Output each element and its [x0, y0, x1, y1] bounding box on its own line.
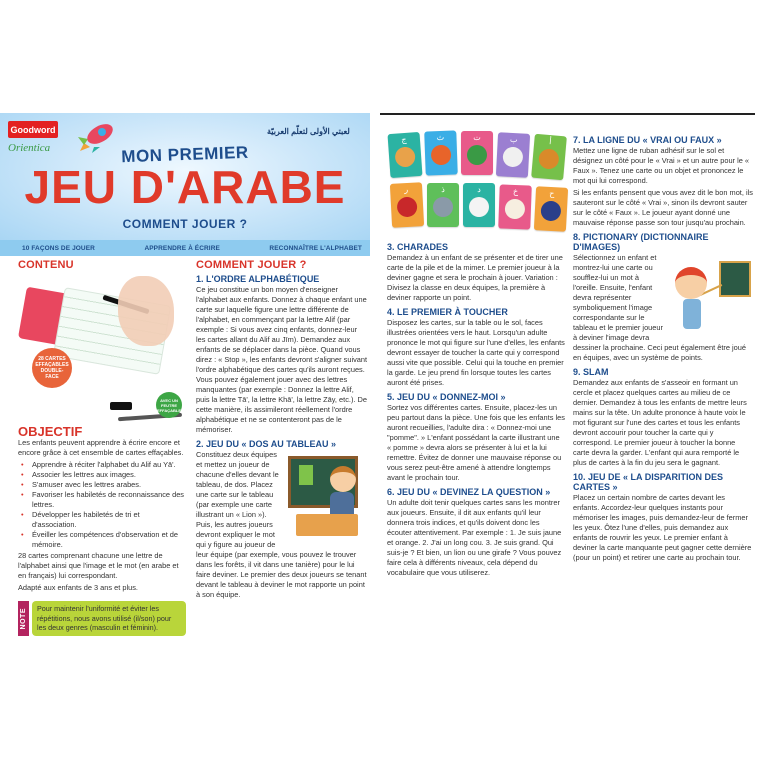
objectif-item: • Associer les lettres aux images. [18, 470, 186, 480]
title-top: MON PREMIER [121, 142, 249, 167]
alphabet-card: ج [388, 132, 423, 178]
alphabet-card: خ [498, 184, 532, 229]
age-recommendation: Adapté aux enfants de 3 ans et plus. [18, 583, 138, 592]
arabic-tagline: لعبتي الأولى لتعلّم العربيّة [267, 127, 350, 136]
feature-alphabet: RECONNAÎTRE L'ALPHABET [269, 244, 362, 252]
note-text: Pour maintenir l'uniformité et éviter les répétitions, nous avons utilisé (il/son) pour les deux genres (masculin et féminin). [32, 601, 186, 636]
alphabet-card: د [463, 183, 495, 227]
alphabet-card: ر [390, 182, 424, 228]
game-6-text: Un adulte doit tenir quelques cartes sans les montrer aux joueurs. Ensuite, il dit aux enfants qu'il leur donnera trois indices, et qu'ils doivent donc les écouter attentivement. Par exemple : 1. Je suis jaune et orange. 2. J'ai un long cou. 3. Je suis grand. Qui suis-je ? Et bien, un lion ou une girafe ? Vous pouvez faire cela à différents niveaux, cela dépend du vocabulaire que vous utiliserez. [387, 498, 562, 577]
feature-write: APPRENDRE À ÉCRIRE [144, 244, 220, 252]
game-8-text: Sélectionnez un enfant et montrez-lui une carte ou soufflez-lui un mot à l'oreille. Ensuite, l'enfant devra représenter symboliquement l'image correspondante sur le tableau et le premier joueur à deviner l'image devra dessiner la prochaine. Ceci peut également être joué en équipes, avec un système de points. [573, 253, 746, 362]
game-3-title: 3. CHARADES [387, 242, 449, 252]
girl-head [675, 267, 707, 299]
cards-description: 28 cartes comprenant chacune une lettre de l'alphabet ainsi que l'image et le mot (en arabe et en français) lui correspondant. [18, 551, 179, 580]
girl-body [683, 299, 701, 329]
game-1-title: 1. L'ORDRE ALPHABÉTIQUE [196, 274, 320, 284]
cards-count-badge: 28 CARTES EFFAÇABLES DOUBLE-FACE [32, 348, 72, 388]
game-7-title: 7. LA LIGNE DU « VRAI OU FAUX » [573, 135, 722, 145]
objectif-item: • S'amuser avec les lettres arabes. [18, 480, 186, 490]
game-5-text: Sortez vos différentes cartes. Ensuite, placez-les un peu partout dans la pièce. Une fois que les enfants les auront recueillies, l'adulte dira : « Donnez-moi une "pomme". » L'enfant possédant la carte illustrant une « pomme » devra alors se présenter à lui et la lui remettre. Évitez de donner une mauvaise réponse ou vous serez peut-être amené à attendre longtemps avant le prochain tour. [387, 403, 565, 482]
contenu-heading: CONTENU [18, 259, 74, 271]
game-10-title: 10. JEU DE « LA DISPARITION DES CARTES » [573, 472, 724, 492]
objectif-list [18, 460, 186, 550]
column-contenu [18, 260, 186, 636]
feature-ways: 10 FAÇONS DE JOUER [22, 244, 95, 252]
objectif-intro: Les enfants peuvent apprendre à écrire encore et encore grâce à cet ensemble de cartes effaçables. [18, 438, 184, 457]
main-title: JEU D'ARABE [24, 161, 346, 213]
game-8-title: 8. PICTIONARY (DICTIONNAIRE D'IMAGES) [573, 232, 709, 252]
game-2-title: 2. JEU DU « DOS AU TABLEAU » [196, 439, 337, 449]
subtitle: COMMENT JOUER ? [122, 217, 248, 231]
alphabet-card: ب [496, 132, 530, 178]
objectif-item: • Favoriser les habiletés de reconnaissance des lettres. [18, 490, 186, 510]
game-6-title: 6. JEU DU « DEVINEZ LA QUESTION » [387, 487, 551, 497]
game-1-text: Ce jeu constitue un bon moyen d'enseigner l'alphabet aux enfants. Donnez à chaque enfant une carte sur laquelle figure une lettre différente de l'alphabet, en commençant par la lettre Alif (par exemple : Si vous avez cinq enfants, donnez-leur les cartes allant du Alif au Jīm). Demandez aux enfants de se déplacer dans la pièce. Quand vous direz : « Stop », les enfants devront s'aligner suivant l'ordre alphabétique des cartes qu'ils auront reçues. Vous pouvez également jouer avec des lettres manquantes (par exemple : Donnez la lettre Alif, puis la lettre Tā', la lettre Khā', la lettre Zāy, etc.). De cette manière, ils assimileront réellement l'ordre alphabétique et ne se contenteront pas de le mémoriser. [196, 285, 368, 434]
note-label: NOTE [18, 601, 29, 636]
column-comment-jouer [196, 260, 368, 602]
instruction-sheet [0, 113, 767, 683]
feature-strip [0, 240, 370, 256]
alphabet-cards-image [387, 131, 567, 233]
game-9-text: Demandez aux enfants de s'asseoir en formant un cercle et placez quelques cartes au milieu de ce dernier. Demandez à tous les enfants de mettre leurs mains sur la tête. Un adulte prononce à haute voix le mot figurant sur l'une des cartes et tous les enfants devront accourir pour toucher la carte qui y correspond. Le premier joueur à toucher la bonne carte devra la garder. L'enfant qui aura remporté le plus de cartes à la fin du jeu sera le gagnant. [573, 378, 747, 467]
hand-image [118, 276, 174, 346]
alphabet-card: ح [534, 186, 568, 232]
note-box [18, 601, 186, 636]
game-7-text-2: Si les enfants pensent que vous avez dit le bon mot, ils sauteront sur le côté « Vrai », sinon ils devront sauter sur le côté « Faux ». Le joueur ayant donné une mauvaise réponse passe son tour jusqu'au prochain. [573, 188, 753, 227]
desk [296, 514, 358, 536]
game-9-title: 9. SLAM [573, 367, 609, 377]
orientica-logo: Orientica [8, 142, 51, 154]
comment-jouer-heading: COMMENT JOUER ? [196, 259, 307, 271]
game-7-text: Mettez une ligne de ruban adhésif sur le sol et désignez un côté pour le « Vrai » et un autre pour le « Faux ». Tenez une carte ou un objet et prononcez le mot qui lui correspond. [573, 146, 749, 185]
boy-body [330, 492, 354, 516]
game-4-title: 4. LE PREMIER À TOUCHER [387, 307, 508, 317]
objectif-heading: OBJECTIF [18, 424, 83, 439]
game-5-title: 5. JEU DU « DONNEZ-MOI » [387, 392, 506, 402]
game-4-text: Disposez les cartes, sur la table ou le sol, faces illustrées orientées vers le haut. Lorsqu'un adulte prononce le mot qui figure sur l'une d'elles, les enfants devront essayer de toucher la carte qui y correspond aussi vite que possible. Celui qui la touche en premier la garde. Le jeu prend fin lorsque toutes les cartes auront été prises. [387, 318, 565, 387]
alphabet-card: ت [461, 131, 493, 175]
classroom-boy-illustration [286, 452, 368, 542]
marker-cap-icon [110, 402, 132, 410]
goodword-logo: Goodword [8, 121, 58, 138]
objectif-section [18, 424, 186, 636]
girl-teacher-illustration [667, 253, 753, 333]
erasable-card-illustration [18, 274, 186, 413]
game-3-text: Demandez à un enfant de se présenter et de tirer une carte de la pile et de la mimer. Le premier joueur à la deviner gagne et sera le prochain à jouer. Variation : Divisez la classe en deux équipes, la première à deviner rapporte un point. [387, 253, 563, 302]
column-games-7-10 [573, 131, 753, 565]
marker-badge: AVEC UN FEUTRE EFFAÇABLE [156, 392, 182, 418]
objectif-item: • Développer les habiletés de tri et d'association. [18, 510, 186, 530]
alphabet-card: ذ [427, 183, 459, 227]
boy-head [330, 466, 356, 492]
chalkboard [719, 261, 751, 297]
top-divider [380, 113, 755, 115]
game-2-text: Constituez deux équipes et mettez un joueur de chacune d'elles devant le tableau, de dos. Placez une carte sur le tableau (par exemple une carte illustrant un « Lion »). Puis, les autres joueurs devront expliquer le mot qui y figure au joueur de leur équipe (par exemple, vous pouvez le trouver dans les forêts, il vit dans une tanière) pour le lui faire deviner. Le premier des deux joueurs se tenant devant le tableau à deviner le mot rapporte un point à son équipe. [196, 450, 367, 599]
column-games-3-6 [387, 238, 565, 580]
alphabet-card: ث [424, 130, 458, 175]
game-10-text: Placez un certain nombre de cartes devant les enfants. Accordez-leur quelques instants pour mémoriser les images, puis demandez-leur de fermer les yeux. Ôtez l'une d'elles, puis demandez aux enfants de rouvrir les yeux. Le premier enfant à deviner la carte manquante peut gagner cette dernière (pour un point) et retirer une carte au prochain tour. [573, 493, 752, 562]
title-banner [0, 113, 370, 240]
objectif-item: • Apprendre à réciter l'alphabet du Alif au Yā'. [18, 460, 186, 470]
lion-card [299, 465, 313, 485]
objectif-item: • Éveiller les compétences d'observation et de mémoire. [18, 530, 186, 550]
alphabet-card: أ [531, 134, 567, 181]
